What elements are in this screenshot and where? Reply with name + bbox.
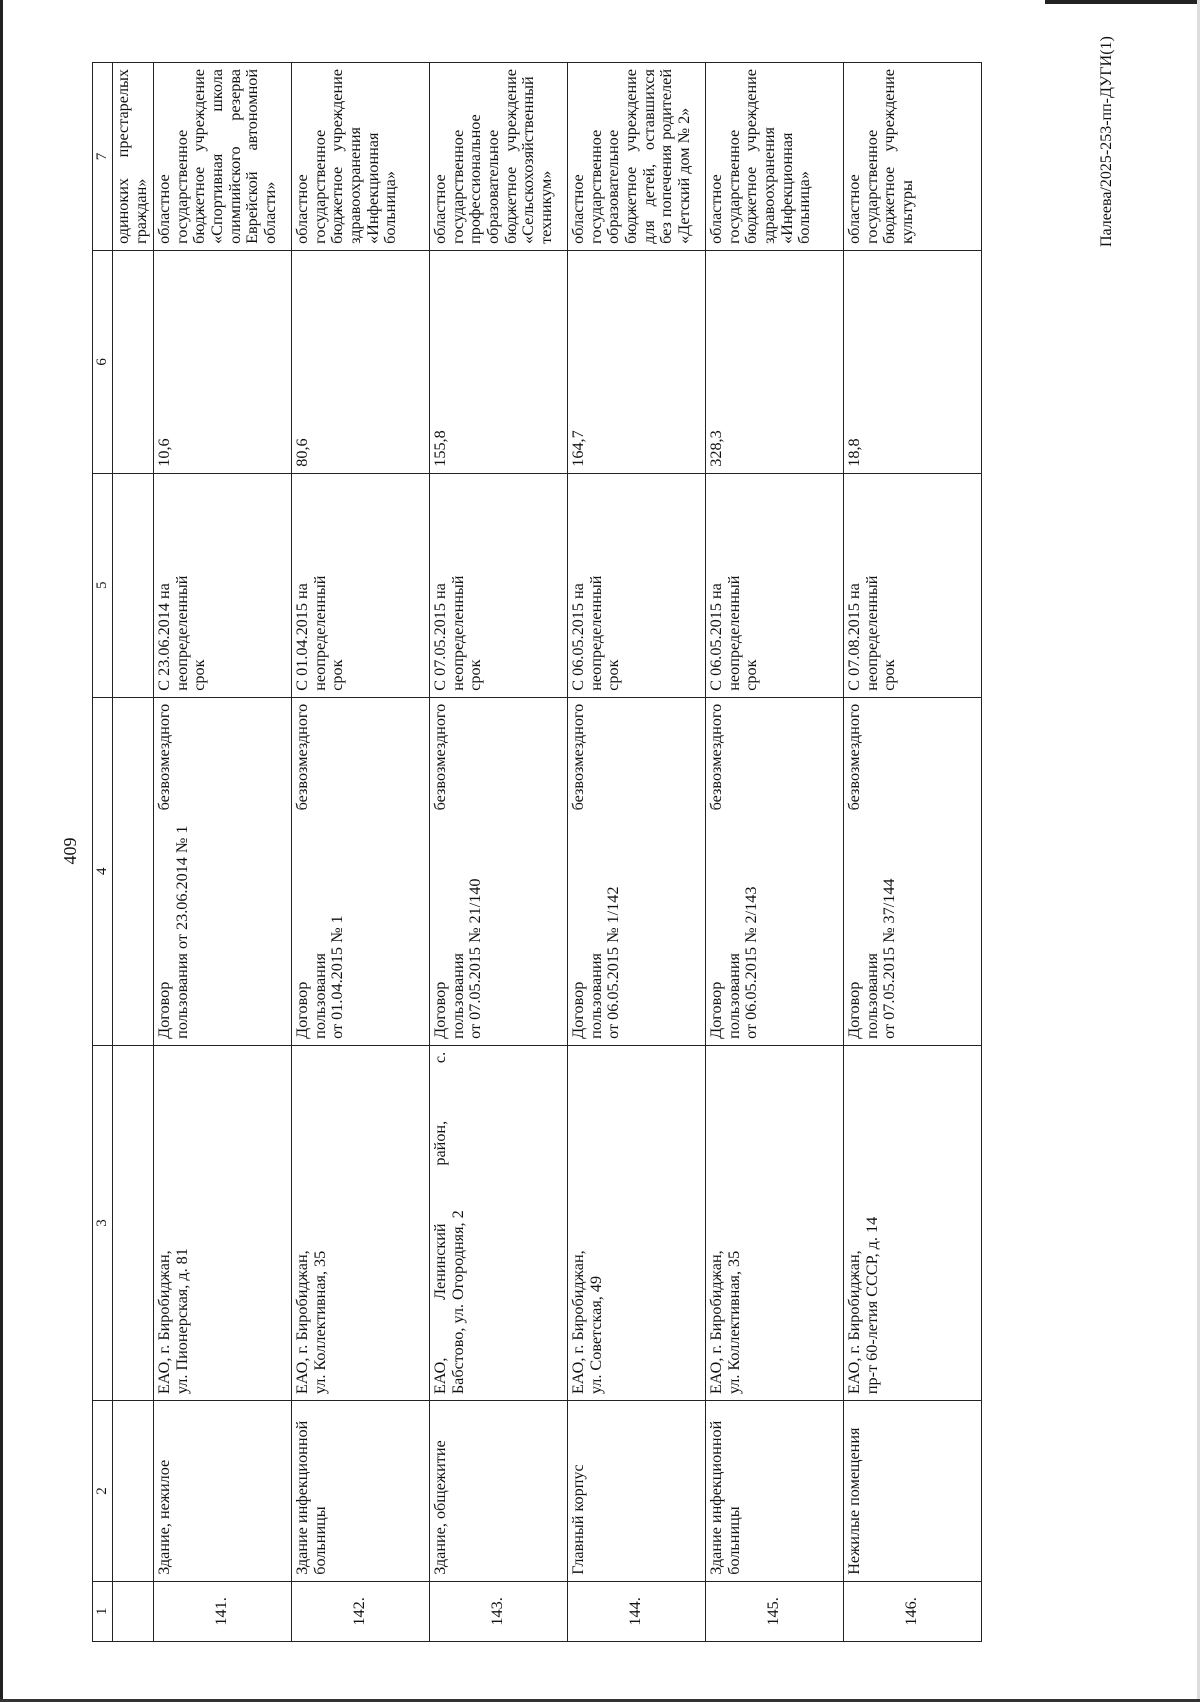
table-body <box>93 63 982 1642</box>
property-table <box>92 62 982 1642</box>
holder-line: одиноких престарелых <box>114 69 132 244</box>
object-name-text: Здание, нежилое <box>155 1459 174 1575</box>
basis-line: пользования <box>448 953 467 1039</box>
area-text: 328,3 <box>707 430 726 467</box>
basis-line: Договор безвозмездного <box>845 703 864 1039</box>
address-line: ЕАО, Ленинский район, с. <box>431 1051 450 1395</box>
term-line: С 23.06.2014 на <box>155 583 174 691</box>
row-number-cell <box>844 1581 982 1641</box>
term-cell <box>430 473 568 697</box>
holder-line: бюджетное учреждение <box>190 69 209 244</box>
holder-line: государственное <box>448 129 467 244</box>
holder-cell <box>154 63 292 251</box>
basis-line: пользования <box>724 953 743 1039</box>
term-cell <box>154 473 292 697</box>
row-number-text: 146. <box>902 1597 921 1626</box>
term-line: неопределенный <box>310 575 329 691</box>
basis-cell <box>844 697 982 1045</box>
address-line: пр-т 60-летия СССР, д. 14 <box>862 1216 881 1395</box>
empty-cell <box>113 1401 154 1582</box>
area-cell <box>154 250 292 473</box>
holder-line: бюджетное учреждение <box>880 69 899 244</box>
term-line: срок <box>880 659 899 691</box>
basis-line: от 06.05.2015 № 1/142 <box>604 886 623 1039</box>
holder-line: государственное <box>586 129 605 244</box>
table-row <box>844 63 982 1642</box>
holder-cell <box>292 63 430 251</box>
holder-line: для детей, оставшихся <box>639 69 658 244</box>
column-number: 2 <box>93 1401 113 1582</box>
address-cell <box>568 1045 706 1400</box>
table-row <box>706 63 844 1642</box>
holder-line: областное <box>155 174 174 244</box>
basis-line: Договор безвозмездного <box>431 703 450 1039</box>
basis-cell <box>154 697 292 1045</box>
term-line: неопределенный <box>448 575 467 691</box>
object-name-cell <box>568 1401 706 1582</box>
holder-line: государственное <box>862 129 881 244</box>
basis-line: Договор безвозмездного <box>707 703 726 1039</box>
area-text: 164,7 <box>569 430 588 467</box>
term-line: неопределенный <box>172 575 191 691</box>
basis-line: от 06.05.2015 № 2/143 <box>742 886 761 1039</box>
column-number: 6 <box>93 250 113 473</box>
basis-line: от 07.05.2015 № 21/140 <box>466 878 485 1039</box>
address-cell <box>154 1045 292 1400</box>
area-cell <box>844 250 982 473</box>
holder-line: «Спортивная школа <box>207 69 226 244</box>
address-line: ул. Коллективная, 35 <box>310 1250 329 1395</box>
holder-line: больница» <box>381 171 400 244</box>
object-name-text: Здание, общежитие <box>431 1440 450 1575</box>
object-name-text: Здание инфекционной больницы <box>707 1420 743 1575</box>
empty-cell <box>113 697 154 1045</box>
empty-cell <box>113 1045 154 1400</box>
address-line: ЕАО, г. Биробиджан, <box>293 1250 312 1395</box>
holder-line: бюджетное учреждение <box>742 69 761 244</box>
empty-cell <box>113 1581 154 1641</box>
continuation-row <box>113 63 154 1642</box>
holder-line: бюджетное учреждение <box>621 69 640 244</box>
basis-line: Договор безвозмездного <box>293 703 312 1039</box>
object-name-text: Здание инфекционной больницы <box>293 1420 329 1575</box>
term-line: С 07.08.2015 на <box>845 583 864 691</box>
holder-line: олимпийского резерва <box>225 69 244 244</box>
basis-line: от 01.04.2015 № 1 <box>328 915 347 1039</box>
term-cell <box>706 473 844 697</box>
object-name-text: Главный корпус <box>569 1464 588 1575</box>
holder-line: областное <box>293 174 312 244</box>
row-number-text: 144. <box>626 1597 645 1626</box>
column-number: 5 <box>93 473 113 697</box>
row-number-text: 141. <box>212 1597 231 1626</box>
holder-line: здравоохранения <box>759 126 778 244</box>
term-line: С 06.05.2015 на <box>707 583 726 691</box>
row-number-text: 142. <box>350 1597 369 1626</box>
term-line: неопределенный <box>724 575 743 691</box>
holder-line: области» <box>260 181 279 244</box>
area-cell <box>430 250 568 473</box>
empty-cell <box>113 250 154 473</box>
holder-line: областное <box>845 174 864 244</box>
holder-cell <box>844 63 982 251</box>
column-number: 1 <box>93 1581 113 1641</box>
term-line: С 06.05.2015 на <box>569 583 588 691</box>
row-number-cell <box>292 1581 430 1641</box>
holder-line: образовательное <box>604 129 623 244</box>
object-name-cell <box>430 1401 568 1582</box>
basis-cell <box>706 697 844 1045</box>
holder-line: «Детский дом № 2» <box>674 107 693 244</box>
object-name-cell <box>706 1401 844 1582</box>
basis-line: пользования <box>310 953 329 1039</box>
holder-line: бюджетное учреждение <box>501 69 520 244</box>
holder-line: образовательное <box>483 129 502 244</box>
holder-line: здравоохранения <box>345 126 364 244</box>
holder-line: государственное <box>724 129 743 244</box>
holder-line: Еврейской автономной <box>243 69 262 244</box>
basis-line: пользования <box>862 953 881 1039</box>
area-text: 155,8 <box>431 430 450 467</box>
area-text: 80,6 <box>293 438 312 467</box>
page-number: 409 <box>60 837 80 865</box>
term-line: С 07.05.2015 на <box>431 583 450 691</box>
address-line: ул. Коллективная, 35 <box>724 1250 743 1395</box>
holder-line: бюджетное учреждение <box>328 69 347 244</box>
term-line: неопределенный <box>862 575 881 691</box>
term-line: С 01.04.2015 на <box>293 583 312 691</box>
holder-line: профессиональное <box>466 114 485 244</box>
holder-line: без попечения родителей <box>657 69 676 244</box>
column-number: 4 <box>93 697 113 1045</box>
basis-line: пользования <box>586 953 605 1039</box>
basis-cell <box>292 697 430 1045</box>
address-cell <box>844 1045 982 1400</box>
holder-line: областное <box>707 174 726 244</box>
object-name-cell <box>154 1401 292 1582</box>
basis-line: Договор безвозмездного <box>155 703 174 1039</box>
area-cell <box>292 250 430 473</box>
holder-line: государственное <box>172 129 191 244</box>
basis-line: пользования от 23.06.2014 № 1 <box>172 825 191 1039</box>
holder-line: областное <box>431 174 450 244</box>
column-number-row <box>93 63 113 1642</box>
address-cell <box>706 1045 844 1400</box>
term-cell <box>292 473 430 697</box>
row-number-cell <box>706 1581 844 1641</box>
document-code: Палеева/2025-253-пп-ДУГИ(1) <box>1098 36 1115 247</box>
holder-line: областное <box>569 174 588 244</box>
object-name-text: Нежилые помещения <box>845 1427 864 1575</box>
table-row <box>292 63 430 1642</box>
column-number: 3 <box>93 1045 113 1400</box>
address-line: Бабстово, ул. Огородняя, 2 <box>448 1210 467 1395</box>
address-line: ЕАО, г. Биробиджан, <box>569 1250 588 1395</box>
address-line: ЕАО, г. Биробиджан, <box>155 1250 174 1395</box>
holder-line: техникум» <box>536 170 555 244</box>
row-number-cell <box>568 1581 706 1641</box>
area-cell <box>568 250 706 473</box>
basis-line: Договор безвозмездного <box>569 703 588 1039</box>
row-number-text: 145. <box>764 1597 783 1626</box>
address-line: ул. Пионерская, д. 81 <box>172 1248 191 1395</box>
address-line: ул. Советская, 49 <box>586 1275 605 1395</box>
area-cell <box>706 250 844 473</box>
area-text: 18,8 <box>845 438 864 467</box>
object-name-cell <box>292 1401 430 1582</box>
row-number-cell <box>154 1581 292 1641</box>
term-cell <box>568 473 706 697</box>
holder-cell <box>706 63 844 251</box>
table-row <box>568 63 706 1642</box>
address-line: ЕАО, г. Биробиджан, <box>845 1250 864 1395</box>
term-line: срок <box>466 659 485 691</box>
column-number: 7 <box>93 63 113 251</box>
address-line: ЕАО, г. Биробиджан, <box>707 1250 726 1395</box>
term-line: срок <box>190 659 209 691</box>
basis-line: от 07.05.2015 № 37/144 <box>880 878 899 1039</box>
holder-cell <box>430 63 568 251</box>
holder-line: «Сельскохозяйственный <box>519 76 538 244</box>
row-number-cell <box>430 1581 568 1641</box>
term-line: срок <box>742 659 761 691</box>
basis-cell <box>568 697 706 1045</box>
term-line: срок <box>604 659 623 691</box>
holder-cell <box>568 63 706 251</box>
table-row <box>430 63 568 1642</box>
table-row <box>154 63 292 1642</box>
address-cell <box>430 1045 568 1400</box>
holder-line: «Инфекционная <box>363 132 382 244</box>
term-line: срок <box>328 659 347 691</box>
area-text: 10,6 <box>155 438 174 467</box>
basis-cell <box>430 697 568 1045</box>
holder-line: культуры <box>897 180 916 244</box>
empty-cell <box>113 473 154 697</box>
object-name-cell <box>844 1401 982 1582</box>
term-cell <box>844 473 982 697</box>
holder-line: граждан» <box>131 178 150 244</box>
holder-line: больница» <box>795 171 814 244</box>
term-line: неопределенный <box>586 575 605 691</box>
holder-continuation-cell <box>113 63 154 251</box>
address-cell <box>292 1045 430 1400</box>
row-number-text: 143. <box>488 1597 507 1626</box>
holder-line: «Инфекционная <box>777 132 796 244</box>
holder-line: государственное <box>310 129 329 244</box>
